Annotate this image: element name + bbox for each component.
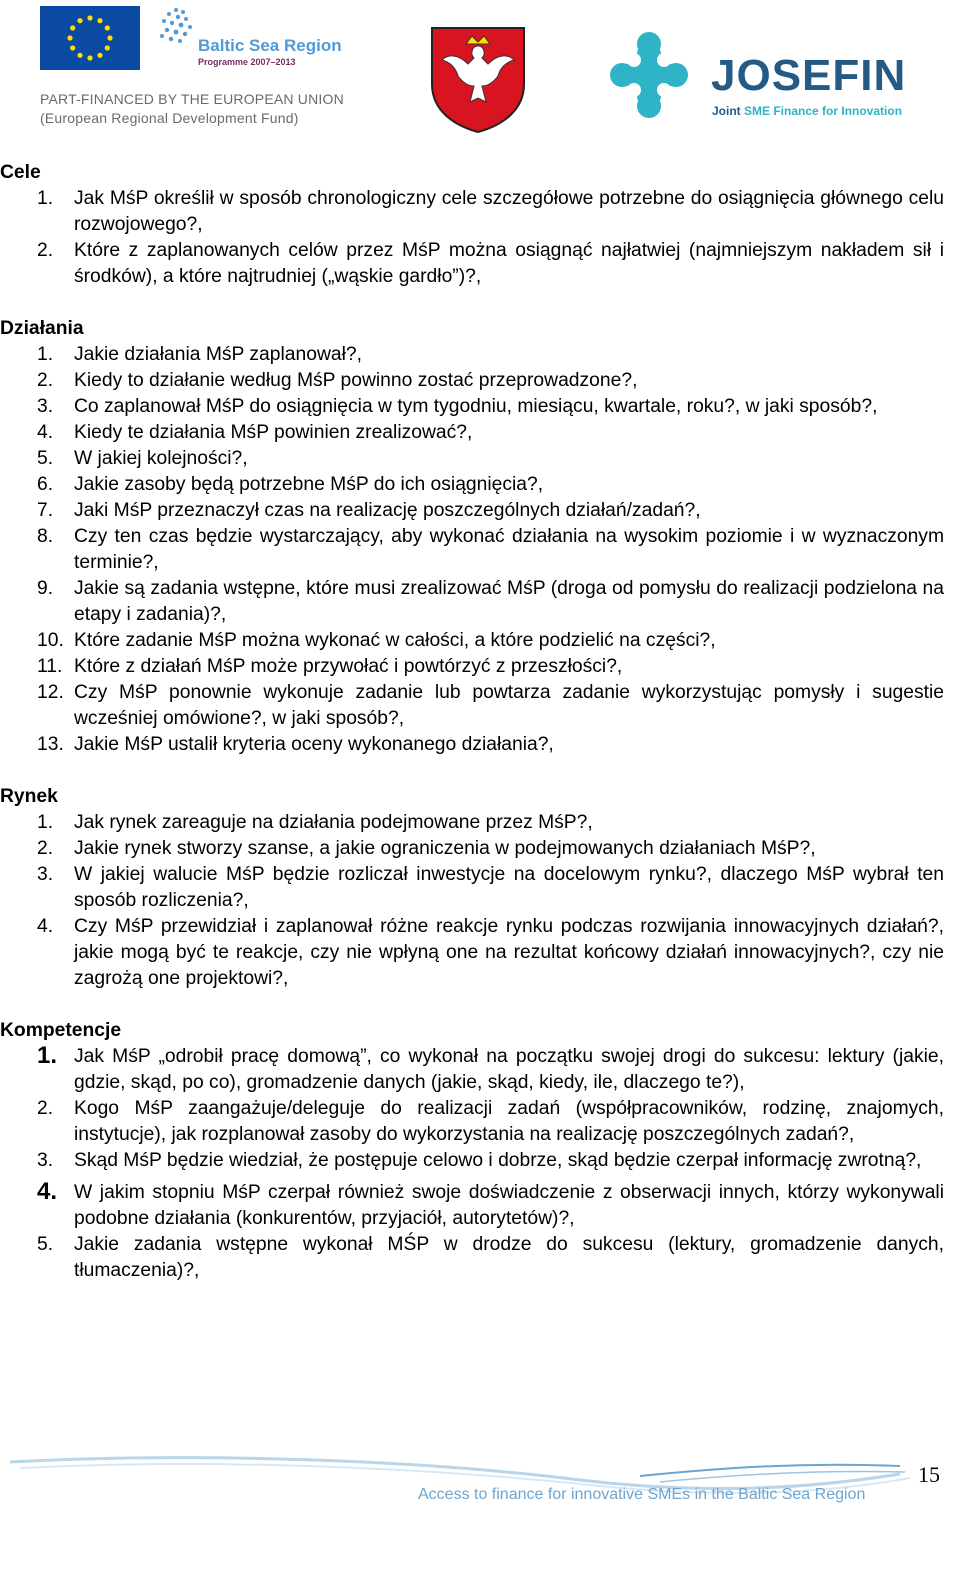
item-number: 9. bbox=[37, 578, 54, 599]
item-text: Które z działań MśP może przywołać i powtórzyć z przeszłości?, bbox=[74, 656, 623, 677]
item-text: Jakie działania MśP zaplanował?, bbox=[74, 344, 362, 365]
eu-line-1: PART-FINANCED BY THE EUROPEAN UNION bbox=[40, 91, 344, 107]
item-text: Które z zaplanowanych celów przez MśP można osiągnąć najłatwiej (najmniejszym nakładem sił i środków), a które najtrudniej („wąskie gardło”)?, bbox=[74, 240, 944, 287]
bsr-programme: Programme 2007–2013 bbox=[198, 57, 296, 67]
item-text: Jak MśP „odrobił pracę domową”, co wykonał na początku swojej drogi do sukcesu: lektury (jakie, gdzie, skąd, po co), gromadzenie danych (jakie, skąd, kiedy, ile, dlaczego te?), bbox=[74, 1046, 944, 1093]
item-text: W jakim stopniu MśP czerpał również swoje doświadczenie z obserwacji innych, którzy wykonywali podobne działania (konkurentów, przyjaciół, autorytetów)?, bbox=[74, 1182, 944, 1229]
list-item bbox=[0, 394, 944, 420]
item-text: Kiedy to działanie według MśP powinno zostać przeprowadzone?, bbox=[74, 370, 638, 391]
item-text: Jakie MśP ustalił kryteria oceny wykonanego działania?, bbox=[74, 734, 554, 755]
document-body bbox=[0, 160, 944, 1284]
item-text: Które zadanie MśP można wykonać w całości, a które podzielić na części?, bbox=[74, 630, 716, 651]
item-number: 12. bbox=[37, 682, 64, 703]
footer-swoosh-graphic bbox=[0, 1440, 960, 1520]
eu-funding-note bbox=[40, 90, 360, 128]
eu-flag-logo bbox=[40, 6, 140, 70]
list-dzialania bbox=[0, 342, 944, 758]
item-number: 3. bbox=[37, 1150, 54, 1171]
list-item bbox=[0, 498, 944, 524]
section-title-kompetencje: Kompetencje bbox=[0, 1020, 122, 1041]
list-cele bbox=[0, 186, 944, 290]
item-number: 1. bbox=[37, 344, 54, 365]
item-number: 13. bbox=[37, 734, 64, 755]
section-title-cele: Cele bbox=[0, 162, 41, 183]
list-item bbox=[0, 680, 944, 732]
page-header bbox=[0, 0, 960, 140]
list-item bbox=[0, 1232, 944, 1284]
list-item bbox=[0, 1044, 944, 1096]
list-kompetencje bbox=[0, 1044, 944, 1284]
item-number: 7. bbox=[37, 500, 54, 521]
list-item bbox=[0, 810, 944, 836]
item-text: Czy MśP ponownie wykonuje zadanie lub powtarza zadanie wykorzystując pomysły i sugestie wcześniej omówione?, w jaki sposób?, bbox=[74, 682, 944, 729]
section-rynek bbox=[0, 784, 944, 992]
page-footer bbox=[0, 1440, 960, 1593]
bsr-dots-icon bbox=[156, 6, 200, 46]
josefin-logo-mark bbox=[604, 30, 694, 120]
item-number: 4. bbox=[37, 1178, 58, 1205]
item-text: Jakie rynek stworzy szanse, a jakie ograniczenia w podejmowanych działaniach MśP?, bbox=[74, 838, 816, 859]
section-title-rynek: Rynek bbox=[0, 786, 58, 807]
josefin-wordmark: JOSEFIN bbox=[711, 51, 907, 100]
item-text: Kogo MśP zaangażuje/deleguje do realizacji zadań (współpracowników, rodzinę, znajomych, instytucje), jak rozplanował zasoby do wykorzystania na realizację poszczególnych zadań?, bbox=[74, 1098, 944, 1145]
list-item bbox=[0, 472, 944, 498]
spacer bbox=[0, 290, 944, 316]
list-item bbox=[0, 576, 944, 628]
item-number: 2. bbox=[37, 370, 54, 391]
section-cele bbox=[0, 160, 944, 290]
list-item bbox=[0, 342, 944, 368]
item-text: Jak MśP określił w sposób chronologiczny cele szczegółowe potrzebne do osiągnięcia głównego celu rozwojowego?, bbox=[74, 188, 944, 235]
footer-tagline: Access to finance for innovative SMEs in the Baltic Sea Region bbox=[418, 1486, 866, 1503]
item-text: Jakie zasoby będą potrzebne MśP do ich osiągnięcia?, bbox=[74, 474, 544, 495]
list-item bbox=[0, 368, 944, 394]
item-number: 4. bbox=[37, 916, 54, 937]
baltic-sea-region-logo bbox=[150, 4, 340, 74]
list-item bbox=[0, 420, 944, 446]
list-item bbox=[0, 186, 944, 238]
item-text: Jakie zadania wstępne wykonał MŚP w drodze do sukcesu (lektury, gromadzenie danych, tłumaczenia)?, bbox=[74, 1234, 944, 1281]
coat-of-arms-logo bbox=[428, 24, 528, 134]
item-number: 6. bbox=[37, 474, 54, 495]
item-number: 2. bbox=[37, 1098, 54, 1119]
item-text: W jakiej walucie MśP będzie rozliczał inwestycje na docelowym rynku?, dlaczego MśP wybrał ten sposób rozliczenia?, bbox=[74, 864, 944, 911]
item-number: 10. bbox=[37, 630, 64, 651]
list-item bbox=[0, 836, 944, 862]
list-item bbox=[0, 446, 944, 472]
list-rynek bbox=[0, 810, 944, 992]
item-text: Kiedy te działania MśP powinien zrealizować?, bbox=[74, 422, 473, 443]
list-item bbox=[0, 914, 944, 992]
item-number: 3. bbox=[37, 396, 54, 417]
item-text: Co zaplanował MśP do osiągnięcia w tym tygodniu, miesiącu, kwartale, roku?, w jaki sposób?, bbox=[74, 396, 878, 417]
item-number: 1. bbox=[37, 188, 54, 209]
list-item bbox=[0, 1180, 944, 1232]
list-item bbox=[0, 524, 944, 576]
josefin-tag-c: Finance for Innovation bbox=[770, 104, 903, 118]
section-dzialania bbox=[0, 316, 944, 758]
list-item bbox=[0, 732, 944, 758]
section-kompetencje bbox=[0, 1018, 944, 1284]
item-text: Jakie są zadania wstępne, które musi zrealizować MśP (droga od pomysłu do realizacji podzielona na etapy i zadania)?, bbox=[74, 578, 944, 625]
list-item bbox=[0, 654, 944, 680]
item-text: Jak rynek zareaguje na działania podejmowane przez MśP?, bbox=[74, 812, 593, 833]
item-number: 8. bbox=[37, 526, 54, 547]
page-number: 15 bbox=[918, 1462, 940, 1487]
josefin-tag-a: Joint bbox=[712, 104, 744, 118]
item-number: 4. bbox=[37, 422, 54, 443]
item-number: 2. bbox=[37, 838, 54, 859]
list-item bbox=[0, 1096, 944, 1148]
item-text: W jakiej kolejności?, bbox=[74, 448, 248, 469]
item-number: 2. bbox=[37, 240, 54, 261]
section-title-dzialania: Działania bbox=[0, 318, 84, 339]
item-text: Skąd MśP będzie wiedział, że postępuje celowo i dobrze, skąd będzie czerpał informację zwrotną?, bbox=[74, 1150, 922, 1171]
list-item bbox=[0, 1148, 944, 1174]
item-text: Czy ten czas będzie wystarczający, aby wykonać działania na wysokim poziomie i w wyznaczonym terminie?, bbox=[74, 526, 944, 573]
list-item bbox=[0, 628, 944, 654]
josefin-tag-b: SME bbox=[744, 104, 771, 118]
list-item bbox=[0, 238, 944, 290]
item-text: Czy MśP przewidział i zaplanował różne reakcje rynku podczas rozwijania innowacyjnych działań?, jakie mogą być te reakcje, czy nie wpłyną one na rezultat końcowy działań innowacyjnych?, czy nie zagrożą one projektowi?, bbox=[74, 916, 944, 989]
bsr-title: Baltic Sea Region bbox=[198, 36, 342, 55]
eu-line-2: (European Regional Development Fund) bbox=[40, 110, 299, 126]
list-item bbox=[0, 862, 944, 914]
item-number: 3. bbox=[37, 864, 54, 885]
item-number: 1. bbox=[37, 1042, 58, 1069]
josefin-tagline bbox=[712, 104, 902, 118]
item-number: 11. bbox=[37, 656, 63, 677]
item-number: 5. bbox=[37, 448, 54, 469]
item-number: 5. bbox=[37, 1234, 54, 1255]
item-text: Jaki MśP przeznaczył czas na realizację poszczególnych działań/zadań?, bbox=[74, 500, 701, 521]
item-number: 1. bbox=[37, 812, 54, 833]
